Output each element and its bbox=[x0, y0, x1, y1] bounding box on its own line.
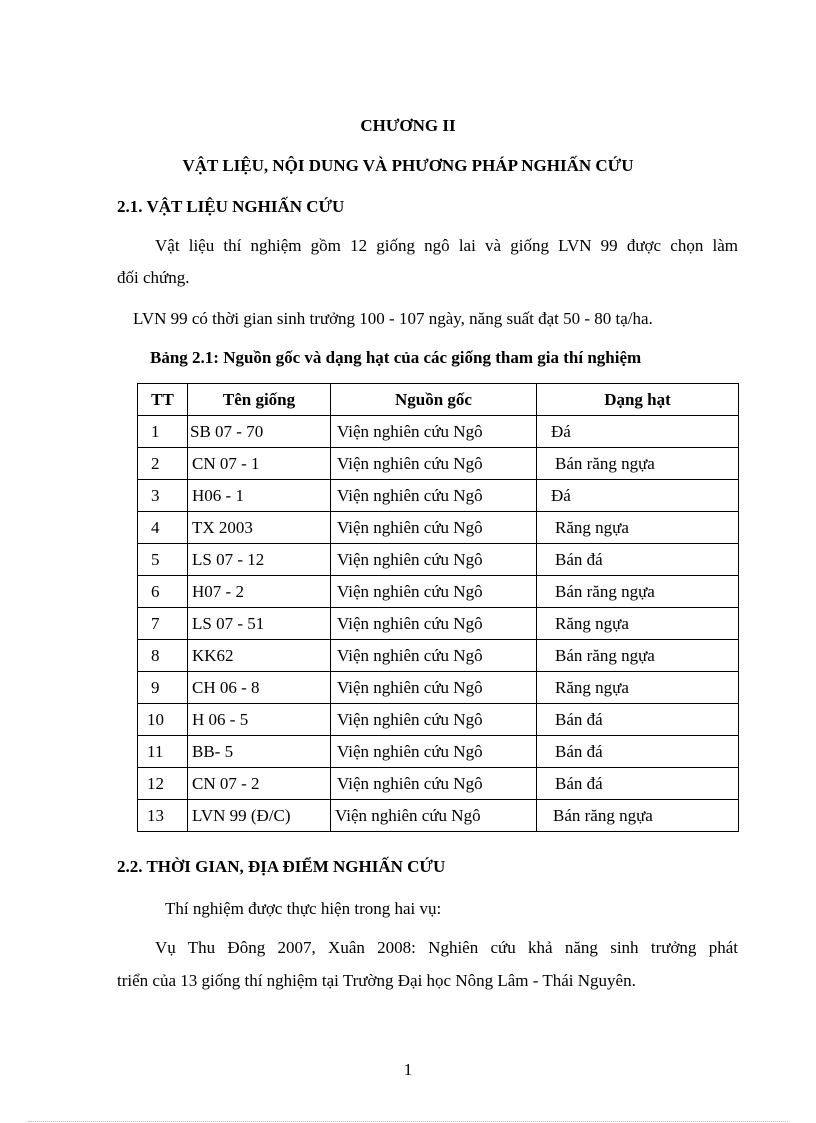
cell-variety-name: H06 - 1 bbox=[188, 480, 331, 512]
cell-seed-type: Bán răng ngựa bbox=[537, 576, 739, 608]
table-caption: Bảng 2.1: Nguồn gốc và dạng hạt của các giống tham gia thí nghiệm bbox=[150, 348, 642, 367]
table-row bbox=[138, 512, 739, 544]
paragraph-seasons-line-1: Vụ Thu Đông 2007, Xuân 2008: Nghiên cứu khả năng sinh trưởng phát bbox=[155, 938, 738, 957]
table-row bbox=[138, 736, 739, 768]
cell-seed-type: Bán đá bbox=[537, 704, 739, 736]
cell-tt: 2 bbox=[138, 448, 188, 480]
table-header-row bbox=[138, 384, 739, 416]
section-heading-2-1: 2.1. VẬT LIỆU NGHIẤN CỨU bbox=[117, 197, 345, 216]
cell-origin: Viện nghiên cứu Ngô bbox=[331, 736, 537, 768]
cell-tt: 3 bbox=[138, 480, 188, 512]
cell-variety-name: CH 06 - 8 bbox=[188, 672, 331, 704]
cell-variety-name: CN 07 - 2 bbox=[188, 768, 331, 800]
cell-variety-name: SB 07 - 70 bbox=[188, 416, 331, 448]
cell-origin: Viện nghiên cứu Ngô bbox=[331, 704, 537, 736]
cell-origin: Viện nghiên cứu Ngô bbox=[331, 608, 537, 640]
table-row bbox=[138, 480, 739, 512]
cell-variety-name: TX 2003 bbox=[188, 512, 331, 544]
chapter-title: CHƯƠNG II bbox=[360, 116, 456, 135]
cell-tt: 7 bbox=[138, 608, 188, 640]
cell-tt: 6 bbox=[138, 576, 188, 608]
header-origin: Nguồn gốc bbox=[331, 384, 537, 416]
cell-tt: 5 bbox=[138, 544, 188, 576]
table-row bbox=[138, 448, 739, 480]
cell-variety-name: LS 07 - 51 bbox=[188, 608, 331, 640]
page-number: 1 bbox=[403, 1060, 413, 1079]
header-tt: TT bbox=[138, 384, 188, 416]
cell-tt: 12 bbox=[138, 768, 188, 800]
cell-seed-type: Bán răng ngựa bbox=[537, 640, 739, 672]
paragraph-two-seasons: Thí nghiệm được thực hiện trong hai vụ: bbox=[165, 899, 442, 918]
paragraph-materials-line-2: đối chứng. bbox=[117, 268, 190, 287]
paragraph-seasons-line-2: triển của 13 giống thí nghiệm tại Trường Đại học Nông Lâm - Thái Nguyên. bbox=[117, 971, 636, 990]
cell-variety-name: KK62 bbox=[188, 640, 331, 672]
cell-origin: Viện nghiên cứu Ngô bbox=[331, 480, 537, 512]
header-seed-type: Dạng hạt bbox=[537, 384, 739, 416]
cell-origin: Viện nghiên cứu Ngô bbox=[331, 448, 537, 480]
cell-origin: Viện nghiên cứu Ngô bbox=[331, 672, 537, 704]
table-row bbox=[138, 800, 739, 832]
page-bottom-divider bbox=[28, 1121, 788, 1122]
table-row bbox=[138, 672, 739, 704]
paragraph-control-variety: LVN 99 có thời gian sinh trưởng 100 - 107 ngày, năng suất đạt 50 - 80 tạ/ha. bbox=[133, 309, 653, 328]
cell-variety-name: CN 07 - 1 bbox=[188, 448, 331, 480]
table-row bbox=[138, 576, 739, 608]
section-heading-2-2: 2.2. THỜI GIAN, ĐỊA ĐIỂM NGHIẤN CỨU bbox=[117, 857, 446, 876]
cell-origin: Viện nghiên cứu Ngô bbox=[331, 768, 537, 800]
cell-variety-name: LVN 99 (Đ/C) bbox=[188, 800, 331, 832]
cell-tt: 1 bbox=[138, 416, 188, 448]
table-row bbox=[138, 544, 739, 576]
cell-variety-name: BB- 5 bbox=[188, 736, 331, 768]
cell-origin: Viện nghiên cứu Ngô bbox=[331, 800, 537, 832]
table-row bbox=[138, 608, 739, 640]
cell-variety-name: H07 - 2 bbox=[188, 576, 331, 608]
paragraph-materials-line-1: Vật liệu thí nghiệm gồm 12 giống ngô lai và giống LVN 99 được chọn làm bbox=[155, 236, 738, 255]
cell-seed-type: Răng ngựa bbox=[537, 672, 739, 704]
cell-tt: 11 bbox=[138, 736, 188, 768]
cell-seed-type: Răng ngựa bbox=[537, 608, 739, 640]
cell-tt: 13 bbox=[138, 800, 188, 832]
table-row bbox=[138, 768, 739, 800]
cell-origin: Viện nghiên cứu Ngô bbox=[331, 512, 537, 544]
cell-seed-type: Đá bbox=[537, 480, 739, 512]
cell-tt: 10 bbox=[138, 704, 188, 736]
cell-seed-type: Bán đá bbox=[537, 736, 739, 768]
cell-origin: Viện nghiên cứu Ngô bbox=[331, 576, 537, 608]
cell-tt: 9 bbox=[138, 672, 188, 704]
cell-variety-name: H 06 - 5 bbox=[188, 704, 331, 736]
cell-tt: 4 bbox=[138, 512, 188, 544]
cell-origin: Viện nghiên cứu Ngô bbox=[331, 544, 537, 576]
cell-variety-name: LS 07 - 12 bbox=[188, 544, 331, 576]
seed-varieties-table bbox=[137, 383, 739, 832]
cell-seed-type: Đá bbox=[537, 416, 739, 448]
cell-origin: Viện nghiên cứu Ngô bbox=[331, 416, 537, 448]
cell-seed-type: Bán răng ngựa bbox=[537, 448, 739, 480]
table-row bbox=[138, 640, 739, 672]
cell-seed-type: Bán đá bbox=[537, 544, 739, 576]
cell-seed-type: Răng ngựa bbox=[537, 512, 739, 544]
cell-seed-type: Bán răng ngựa bbox=[537, 800, 739, 832]
header-variety-name: Tên giống bbox=[188, 384, 331, 416]
table-row bbox=[138, 704, 739, 736]
table-row bbox=[138, 416, 739, 448]
chapter-subtitle: VẬT LIỆU, NỘI DUNG VÀ PHƯƠNG PHÁP NGHIẤN CỨU bbox=[182, 156, 634, 175]
cell-seed-type: Bán đá bbox=[537, 768, 739, 800]
cell-origin: Viện nghiên cứu Ngô bbox=[331, 640, 537, 672]
cell-tt: 8 bbox=[138, 640, 188, 672]
